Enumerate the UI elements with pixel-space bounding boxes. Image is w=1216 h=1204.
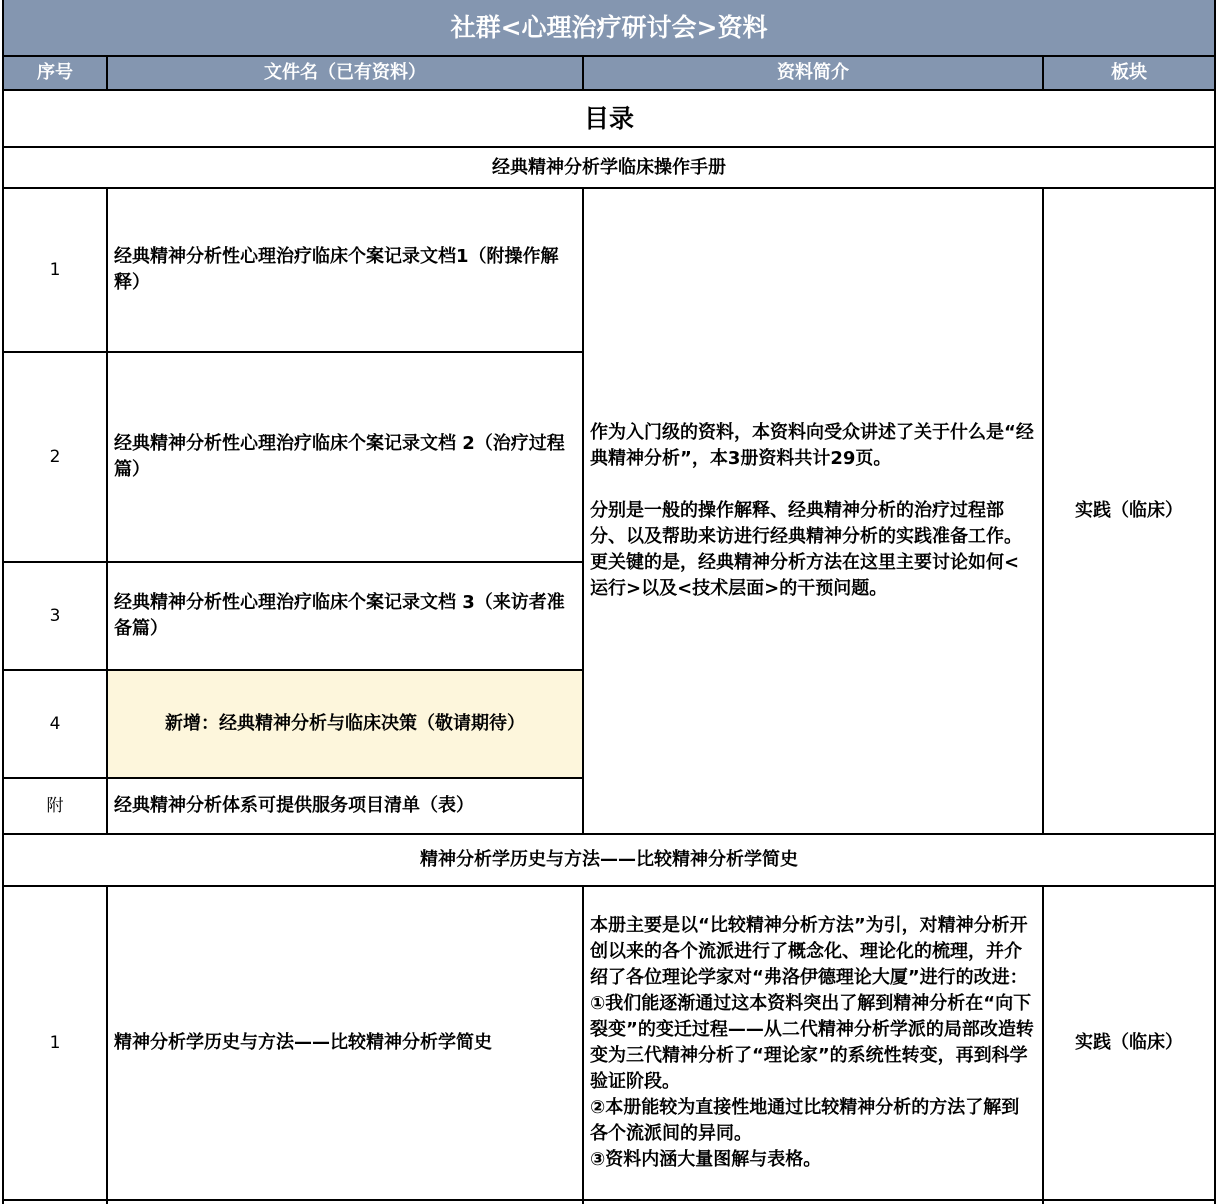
row-filename[interactable]: 经典精神分析性心理治疗临床个案记录文档 2（治疗过程篇）	[107, 352, 583, 562]
section-row	[3, 147, 1215, 188]
row-filename[interactable]: 经典精神分析性心理治疗临床个案记录文档 3（来访者准备篇）	[107, 562, 583, 670]
header-filename[interactable]: 文件名（已有资料）	[107, 56, 583, 90]
table-row	[3, 886, 1215, 1200]
row-filename[interactable]: 精神分析学历史与方法——比较精神分析学简史	[107, 886, 583, 1200]
section-title-1[interactable]: 经典精神分析学临床操作手册	[3, 147, 1215, 188]
section-row	[3, 834, 1215, 886]
section-2-board[interactable]: 实践（临床）	[1043, 886, 1215, 1200]
row-index[interactable]: 2	[3, 352, 107, 562]
section-title-2[interactable]: 精神分析学历史与方法——比较精神分析学简史	[3, 834, 1215, 886]
row-index[interactable]: 附	[3, 778, 107, 834]
toc-row	[3, 90, 1215, 147]
row-filename[interactable]: 经典精神分析体系可提供服务项目清单（表）	[107, 778, 583, 834]
table-row	[3, 188, 1215, 352]
section-2-summary[interactable]	[583, 886, 1043, 1200]
row-filename[interactable]: 经典精神分析性心理治疗临床个案记录文档1（附操作解释）	[107, 188, 583, 352]
summary-paragraph: 作为入门级的资料，本资料向受众讲述了关于什么是“经典精神分析”，本3册资料共计29页。	[590, 422, 1034, 469]
row-index[interactable]: 4	[3, 670, 107, 778]
title-row	[3, 0, 1215, 56]
row-index[interactable]: 1	[3, 886, 107, 1200]
section-1-summary[interactable]	[583, 188, 1043, 834]
partial-row	[3, 1200, 1215, 1204]
empty-cell[interactable]	[3, 1200, 107, 1204]
sheet-title: 社群<心理治疗研讨会>资料	[3, 0, 1215, 56]
section-1-board[interactable]: 实践（临床）	[1043, 188, 1215, 834]
summary-line: ②本册能较为直接性地通过比较精神分析的方法了解到各个流派间的异同。	[590, 1097, 1020, 1144]
header-index[interactable]: 序号	[3, 56, 107, 90]
summary-paragraph: 分别是一般的操作解释、经典精神分析的治疗过程部分、以及帮助来访进行经典精神分析的实践准备工作。更关键的是，经典精神分析方法在这里主要讨论如何<运行>以及<技术层面>的干预问题。	[590, 500, 1022, 599]
empty-cell[interactable]	[1043, 1200, 1215, 1204]
row-filename-new[interactable]: 新增：经典精神分析与临床决策（敬请期待）	[107, 670, 583, 778]
resource-table	[2, 0, 1216, 1204]
header-row	[3, 56, 1215, 90]
summary-line: ③资料内涵大量图解与表格。	[590, 1149, 822, 1170]
row-index[interactable]: 1	[3, 188, 107, 352]
row-index[interactable]: 3	[3, 562, 107, 670]
empty-cell[interactable]	[107, 1200, 583, 1204]
summary-line: ①我们能逐渐通过这本资料突出了解到精神分析在“向下裂变”的变迁过程——从二代精神分析学派的局部改造转变为三代精神分析了“理论家”的系统性转变，再到科学验证阶段。	[590, 993, 1034, 1092]
header-summary[interactable]: 资料简介	[583, 56, 1043, 90]
header-board[interactable]: 板块	[1043, 56, 1215, 90]
empty-cell[interactable]	[583, 1200, 1043, 1204]
summary-line: 本册主要是以“比较精神分析方法”为引，对精神分析开创以来的各个流派进行了概念化、理论化的梳理，并介绍了各位理论学家对“弗洛伊德理论大厦”进行的改进：	[590, 915, 1028, 988]
toc-label[interactable]: 目录	[3, 90, 1215, 147]
